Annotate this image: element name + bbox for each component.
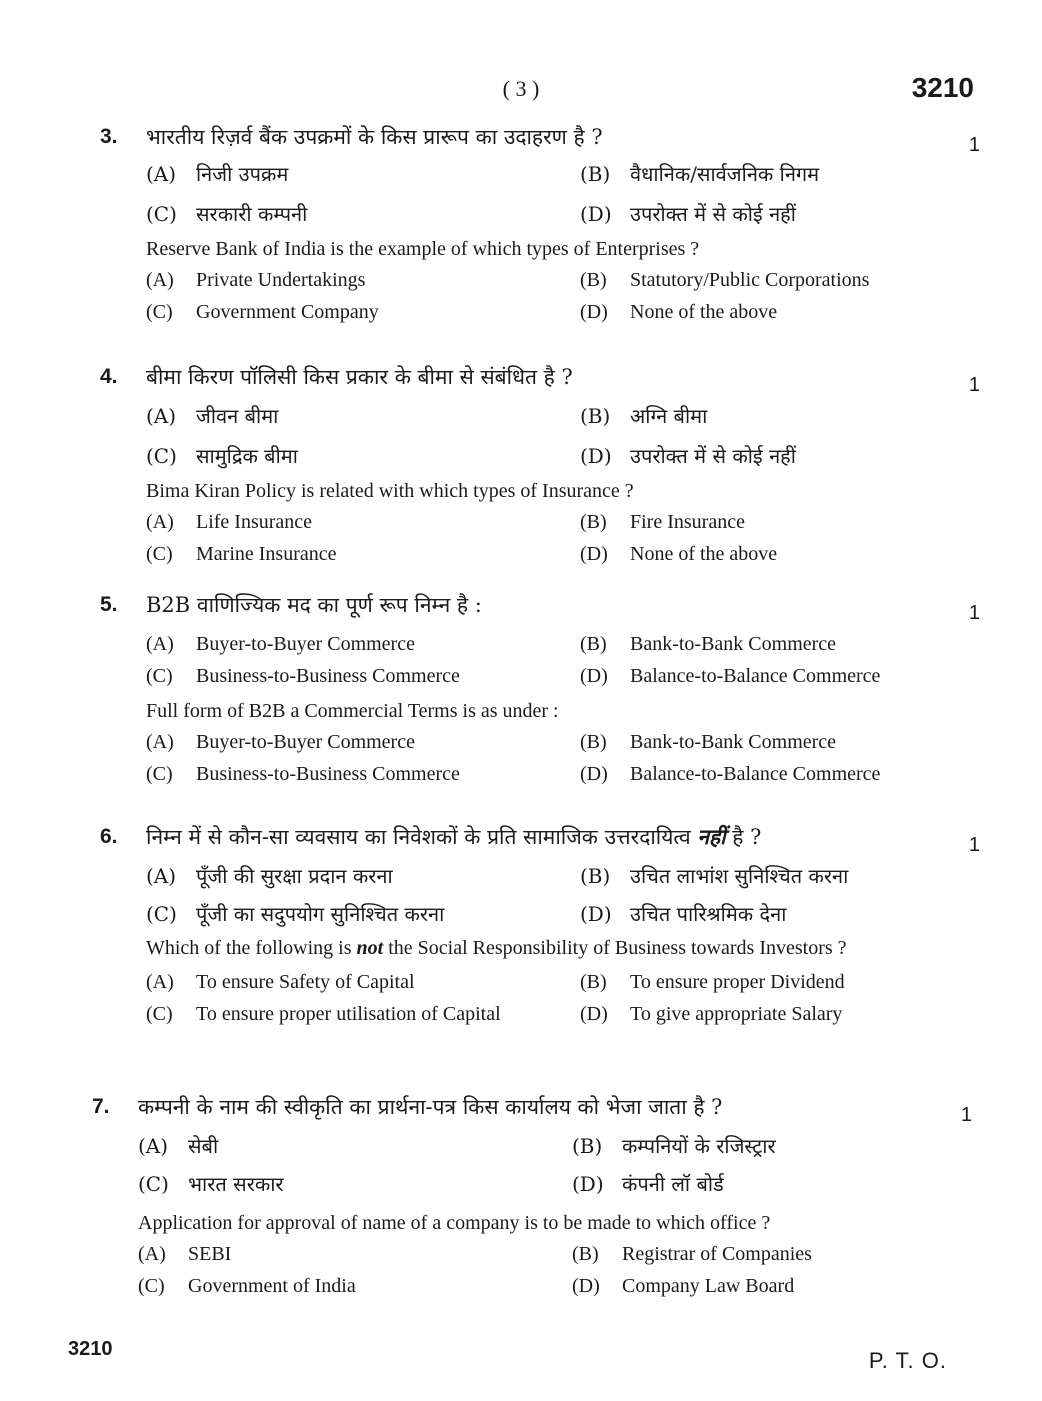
question-text-hindi: बीमा किरण पॉलिसी किस प्रकार के बीमा से संबंधित है ? xyxy=(146,365,573,389)
option-c: (C) Government Company xyxy=(146,301,379,323)
question-stem-hindi xyxy=(100,822,980,856)
option-c: (C) Business-to-Business Commerce xyxy=(146,665,460,687)
question-3 xyxy=(100,122,980,328)
question-number: 7. xyxy=(92,1095,110,1118)
option-c: (C) सामुद्रिक बीमा xyxy=(146,444,298,468)
marks: 1 xyxy=(968,134,980,156)
option-b: (B) अग्नि बीमा xyxy=(580,404,708,428)
question-5 xyxy=(100,590,980,790)
options-english xyxy=(146,506,980,570)
question-stem-hindi xyxy=(100,590,980,624)
question-number: 3. xyxy=(100,125,118,148)
question-number: 4. xyxy=(100,365,118,388)
question-text-hindi: कम्पनी के नाम की स्वीकृति का प्रार्थना-पत्र किस कार्यालय को भेजा जाता है ? xyxy=(138,1095,723,1119)
option-d: (D) None of the above xyxy=(580,543,778,565)
question-text-hindi: B2B वाणिज्यिक मद का पूर्ण रूप निम्न है : xyxy=(146,593,482,617)
option-a: (A) Private Undertakings xyxy=(146,269,366,291)
question-stem-hindi xyxy=(100,362,980,396)
option-a: (A) जीवन बीमा xyxy=(146,404,279,428)
marks: 1 xyxy=(968,834,980,856)
marks: 1 xyxy=(968,602,980,624)
question-6 xyxy=(100,822,980,1030)
paper-code-top: 3210 xyxy=(911,72,974,103)
option-d: (D) To give appropriate Salary xyxy=(580,1003,843,1025)
option-d: (D) None of the above xyxy=(580,301,778,323)
option-c: (C) Marine Insurance xyxy=(146,543,337,565)
question-text-hindi: निम्न में से कौन-सा व्यवसाय का निवेशकों के प्रति सामाजिक उत्तरदायित्व नहीं है ? xyxy=(146,824,762,849)
question-4 xyxy=(100,362,980,570)
option-d: (D) Balance-to-Balance Commerce xyxy=(580,665,881,687)
option-d: (D) उपरोक्त में से कोई नहीं xyxy=(580,202,796,226)
option-c: (C) To ensure proper utilisation of Capital xyxy=(146,1003,501,1025)
options-english xyxy=(146,264,980,328)
please-turn-over: P. T. O. xyxy=(868,1348,947,1373)
question-text-hindi: भारतीय रिज़र्व बैंक उपक्रमों के किस प्रारूप का उदाहरण है ? xyxy=(146,125,603,149)
options-first xyxy=(146,628,980,692)
option-c: (C) पूँजी का सदुपयोग सुनिश्चित करना xyxy=(146,902,445,926)
options-english xyxy=(146,726,980,790)
marks: 1 xyxy=(968,374,980,396)
question-text-english: Application for approval of name of a company is to be made to which office ? xyxy=(138,1212,771,1234)
option-a: (A) To ensure Safety of Capital xyxy=(146,971,415,993)
option-a: (A) Buyer-to-Buyer Commerce xyxy=(146,731,415,753)
option-b: (B) Registrar of Companies xyxy=(572,1243,812,1265)
option-a: (A) सेबी xyxy=(138,1134,219,1158)
option-b: (B) Bank-to-Bank Commerce xyxy=(580,731,837,753)
options-english xyxy=(138,1238,972,1302)
option-d: (D) उचित पारिश्रमिक देना xyxy=(580,902,787,926)
option-a: (A) पूँजी की सुरक्षा प्रदान करना xyxy=(146,864,393,888)
option-a: (A) निजी उपक्रम xyxy=(146,162,289,186)
option-d: (D) उपरोक्त में से कोई नहीं xyxy=(580,444,796,468)
page-number: ( 3 ) xyxy=(502,76,540,101)
question-stem-hindi xyxy=(100,122,980,156)
options-hindi xyxy=(146,158,980,230)
option-d: (D) कंपनी लॉ बोर्ड xyxy=(572,1172,724,1196)
options-hindi xyxy=(146,860,980,930)
options-english xyxy=(146,966,980,1030)
question-stem-hindi xyxy=(92,1092,972,1126)
paper-code-bottom: 3210 xyxy=(68,1338,113,1360)
option-c: (C) Business-to-Business Commerce xyxy=(146,763,460,785)
question-text-english: Which of the following is not the Social Responsibility of Business towards Investors ? xyxy=(146,937,847,959)
option-c: (C) भारत सरकार xyxy=(138,1172,284,1196)
options-hindi xyxy=(138,1130,972,1200)
question-7 xyxy=(92,1092,972,1302)
option-b: (B) To ensure proper Dividend xyxy=(580,971,845,993)
option-b: (B) Fire Insurance xyxy=(580,511,745,533)
option-d: (D) Company Law Board xyxy=(572,1275,795,1297)
option-c: (C) Government of India xyxy=(138,1275,356,1297)
option-a: (A) SEBI xyxy=(138,1243,232,1265)
option-b: (B) उचित लाभांश सुनिश्चित करना xyxy=(580,864,849,888)
marks: 1 xyxy=(960,1104,972,1126)
question-text-english: Full form of B2B a Commercial Terms is as under : xyxy=(146,700,559,722)
question-text-english: Bima Kiran Policy is related with which types of Insurance ? xyxy=(146,480,634,502)
option-d: (D) Balance-to-Balance Commerce xyxy=(580,763,881,785)
question-text-english: Reserve Bank of India is the example of which types of Enterprises ? xyxy=(146,238,700,260)
option-b: (B) वैधानिक/सार्वजनिक निगम xyxy=(580,162,820,186)
question-number: 5. xyxy=(100,593,118,616)
option-b: (B) कम्पनियों के रजिस्ट्रार xyxy=(572,1134,776,1158)
option-c: (C) सरकारी कम्पनी xyxy=(146,202,308,226)
option-b: (B) Statutory/Public Corporations xyxy=(580,269,870,291)
question-number: 6. xyxy=(100,825,118,848)
option-b: (B) Bank-to-Bank Commerce xyxy=(580,633,837,655)
option-a: (A) Life Insurance xyxy=(146,511,313,533)
option-a: (A) Buyer-to-Buyer Commerce xyxy=(146,633,415,655)
options-hindi xyxy=(146,400,980,472)
